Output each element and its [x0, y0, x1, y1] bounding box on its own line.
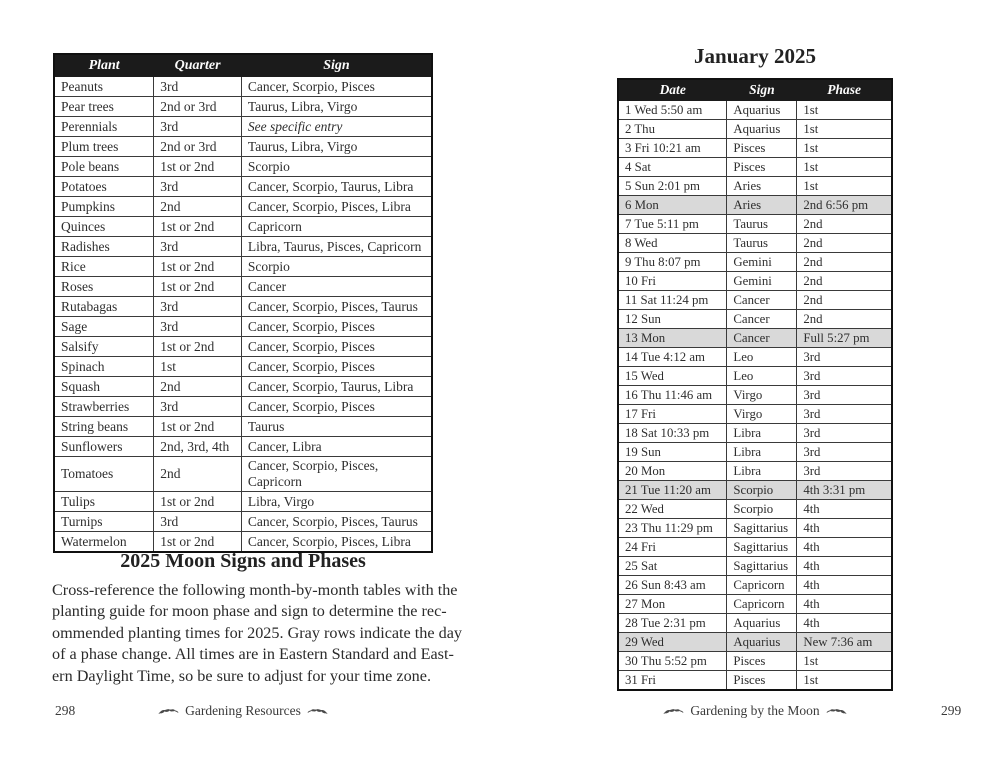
quarter-cell: 2nd or 3rd [154, 137, 242, 157]
sign-cell: Gemini [727, 272, 797, 291]
quarter-cell: 2nd [154, 457, 242, 492]
phase-cell: 1st [797, 120, 892, 139]
sign-cell: Scorpio [241, 157, 432, 177]
plant-cell: Spinach [54, 357, 154, 377]
date-cell: 22 Wed [618, 500, 727, 519]
phase-cell: 3rd [797, 443, 892, 462]
date-cell: 25 Sat [618, 557, 727, 576]
phase-cell: 2nd [797, 310, 892, 329]
planting-row [54, 137, 432, 157]
phase-cell: 2nd 6:56 pm [797, 196, 892, 215]
moon-row [618, 538, 892, 557]
quarter-cell: 2nd [154, 377, 242, 397]
month-title: January 2025 [694, 44, 816, 68]
planting-guide-table [53, 53, 433, 553]
sign-cell: Libra [727, 424, 797, 443]
phase-cell: 4th 3:31 pm [797, 481, 892, 500]
planting-row [54, 492, 432, 512]
phase-cell: 4th [797, 595, 892, 614]
plant-cell: Peanuts [54, 77, 154, 97]
date-cell: 12 Sun [618, 310, 727, 329]
planting-row [54, 197, 432, 217]
phase-cell: 3rd [797, 348, 892, 367]
phase-cell: 3rd [797, 424, 892, 443]
phase-cell: New 7:36 am [797, 633, 892, 652]
moon-row [618, 500, 892, 519]
date-cell: 31 Fri [618, 671, 727, 691]
planting-row [54, 457, 432, 492]
phase-cell: 1st [797, 101, 892, 120]
quarter-cell: 2nd, 3rd, 4th [154, 437, 242, 457]
moon-row [618, 272, 892, 291]
sign-cell: Sagittarius [727, 538, 797, 557]
quarter-cell: 1st or 2nd [154, 532, 242, 553]
planting-row [54, 157, 432, 177]
plant-cell: Radishes [54, 237, 154, 257]
phase-cell: 3rd [797, 367, 892, 386]
plant-cell: Quinces [54, 217, 154, 237]
plant-cell: Potatoes [54, 177, 154, 197]
quarter-cell: 3rd [154, 177, 242, 197]
sign-cell: Aquarius [727, 101, 797, 120]
sign-cell: Aries [727, 177, 797, 196]
sign-cell: Cancer [727, 310, 797, 329]
planting-col-plant: Plant [54, 54, 154, 77]
planting-row [54, 217, 432, 237]
moon-row [618, 310, 892, 329]
plant-cell: Salsify [54, 337, 154, 357]
sign-cell: Cancer, Scorpio, Pisces [241, 317, 432, 337]
fern-ornament-icon [307, 707, 328, 716]
sign-cell: Cancer, Scorpio, Pisces, Taurus [241, 297, 432, 317]
moon-row [618, 101, 892, 120]
sign-cell: Pisces [727, 139, 797, 158]
plant-cell: Sunflowers [54, 437, 154, 457]
date-cell: 1 Wed 5:50 am [618, 101, 727, 120]
moon-row [618, 614, 892, 633]
quarter-cell: 3rd [154, 317, 242, 337]
moon-phase-table [617, 78, 893, 691]
quarter-cell: 3rd [154, 117, 242, 137]
phase-cell: 1st [797, 158, 892, 177]
phase-cell: 4th [797, 500, 892, 519]
sign-cell: Cancer [727, 329, 797, 348]
quarter-cell: 3rd [154, 297, 242, 317]
sign-cell: Taurus, Libra, Virgo [241, 97, 432, 117]
phase-cell: 2nd [797, 253, 892, 272]
sign-cell: Cancer, Scorpio, Taurus, Libra [241, 377, 432, 397]
moon-row [618, 595, 892, 614]
sign-cell: Taurus [727, 234, 797, 253]
moon-row [618, 405, 892, 424]
planting-row [54, 397, 432, 417]
right-footer [617, 703, 962, 719]
intro-line: of a phase change. All times are in Eastern Standard and East- [52, 645, 454, 664]
date-cell: 26 Sun 8:43 am [618, 576, 727, 595]
moon-row [618, 120, 892, 139]
sign-cell: Cancer [241, 277, 432, 297]
running-head-right-label: Gardening by the Moon [690, 703, 820, 718]
planting-row [54, 177, 432, 197]
sign-cell: Capricorn [727, 576, 797, 595]
sign-cell: Virgo [727, 405, 797, 424]
plant-cell: Rice [54, 257, 154, 277]
intro-line: planting guide for moon phase and sign to determine the rec- [52, 602, 447, 621]
phase-cell: 1st [797, 139, 892, 158]
date-cell: 21 Tue 11:20 am [618, 481, 727, 500]
moon-row [618, 367, 892, 386]
moon-row [618, 481, 892, 500]
quarter-cell: 1st or 2nd [154, 337, 242, 357]
quarter-cell: 2nd or 3rd [154, 97, 242, 117]
planting-row [54, 77, 432, 97]
sign-cell: Sagittarius [727, 557, 797, 576]
planting-row [54, 277, 432, 297]
moon-row [618, 234, 892, 253]
date-cell: 16 Thu 11:46 am [618, 386, 727, 405]
intro-line: Cross-reference the following month-by-month tables with the [52, 581, 458, 599]
page-number-left: 298 [55, 703, 76, 718]
moon-table-body [618, 101, 892, 691]
sign-cell: Aquarius [727, 614, 797, 633]
date-cell: 23 Thu 11:29 pm [618, 519, 727, 538]
sign-cell: Gemini [727, 253, 797, 272]
sign-cell: Cancer, Scorpio, Pisces [241, 357, 432, 377]
date-cell: 24 Fri [618, 538, 727, 557]
moon-row [618, 557, 892, 576]
sign-cell: Cancer, Scorpio, Pisces [241, 397, 432, 417]
date-cell: 2 Thu [618, 120, 727, 139]
date-cell: 29 Wed [618, 633, 727, 652]
moon-row [618, 253, 892, 272]
intro-line: ern Daylight Time, so be sure to adjust for your time zone. [52, 666, 431, 685]
section-heading: 2025 Moon Signs and Phases [120, 550, 366, 572]
planting-row [54, 297, 432, 317]
sign-cell: Cancer, Scorpio, Pisces [241, 77, 432, 97]
date-cell: 17 Fri [618, 405, 727, 424]
phase-cell: 3rd [797, 462, 892, 481]
moon-col-date: Date [618, 79, 727, 101]
plant-cell: Pumpkins [54, 197, 154, 217]
moon-col-phase: Phase [797, 79, 892, 101]
phase-cell: 2nd [797, 234, 892, 253]
page-number-right: 299 [941, 703, 962, 718]
sign-cell: Scorpio [241, 257, 432, 277]
moon-row [618, 329, 892, 348]
planting-row [54, 512, 432, 532]
planting-table-body [54, 77, 432, 553]
sign-cell: Aquarius [727, 120, 797, 139]
fern-ornament-icon [826, 707, 847, 716]
sign-cell: Taurus, Libra, Virgo [241, 137, 432, 157]
planting-row [54, 117, 432, 137]
plant-cell: Squash [54, 377, 154, 397]
sign-cell: Sagittarius [727, 519, 797, 538]
date-cell: 4 Sat [618, 158, 727, 177]
planting-row [54, 377, 432, 397]
planting-row [54, 417, 432, 437]
sign-cell: Libra [727, 443, 797, 462]
quarter-cell: 3rd [154, 397, 242, 417]
date-cell: 28 Tue 2:31 pm [618, 614, 727, 633]
sign-cell: Pisces [727, 652, 797, 671]
date-cell: 3 Fri 10:21 am [618, 139, 727, 158]
quarter-cell: 1st or 2nd [154, 157, 242, 177]
sign-cell: Libra [727, 462, 797, 481]
moon-col-sign: Sign [727, 79, 797, 101]
phase-cell: 4th [797, 576, 892, 595]
phase-cell: 3rd [797, 405, 892, 424]
running-head-right [657, 703, 852, 718]
moon-header-row [618, 79, 892, 101]
sign-cell: Pisces [727, 671, 797, 691]
sign-cell: Scorpio [727, 481, 797, 500]
sign-cell: Aquarius [727, 633, 797, 652]
sign-cell: See specific entry [241, 117, 432, 137]
planting-row [54, 357, 432, 377]
date-cell: 14 Tue 4:12 am [618, 348, 727, 367]
date-cell: 18 Sat 10:33 pm [618, 424, 727, 443]
sign-cell: Aries [727, 196, 797, 215]
moon-row [618, 652, 892, 671]
sign-cell: Taurus [241, 417, 432, 437]
quarter-cell: 1st or 2nd [154, 277, 242, 297]
moon-row [618, 139, 892, 158]
phase-cell: 1st [797, 671, 892, 691]
plant-cell: Rutabagas [54, 297, 154, 317]
sign-cell: Cancer, Scorpio, Pisces, Libra [241, 197, 432, 217]
phase-cell: 4th [797, 538, 892, 557]
phase-cell: 4th [797, 614, 892, 633]
sign-cell: Cancer [727, 291, 797, 310]
plant-cell: Sage [54, 317, 154, 337]
moon-row [618, 424, 892, 443]
sign-cell: Taurus [727, 215, 797, 234]
sign-cell: Virgo [727, 386, 797, 405]
moon-row [618, 671, 892, 691]
quarter-cell: 3rd [154, 77, 242, 97]
quarter-cell: 3rd [154, 237, 242, 257]
sign-cell: Capricorn [727, 595, 797, 614]
sign-cell: Libra, Virgo [241, 492, 432, 512]
plant-cell: Watermelon [54, 532, 154, 553]
date-cell: 10 Fri [618, 272, 727, 291]
intro-line: ommended planting times for 2025. Gray rows indicate the day [52, 623, 462, 642]
planting-row [54, 337, 432, 357]
plant-cell: Turnips [54, 512, 154, 532]
sign-cell: Leo [727, 367, 797, 386]
left-footer [53, 703, 433, 719]
running-head-left-label: Gardening Resources [185, 703, 301, 718]
plant-cell: Tomatoes [54, 457, 154, 492]
moon-row [618, 576, 892, 595]
plant-cell: Pole beans [54, 157, 154, 177]
plant-cell: Tulips [54, 492, 154, 512]
phase-cell: 1st [797, 177, 892, 196]
moon-row [618, 215, 892, 234]
date-cell: 27 Mon [618, 595, 727, 614]
quarter-cell: 1st [154, 357, 242, 377]
planting-row [54, 97, 432, 117]
phase-cell: 2nd [797, 215, 892, 234]
quarter-cell: 3rd [154, 512, 242, 532]
quarter-cell: 2nd [154, 197, 242, 217]
phase-cell: 4th [797, 557, 892, 576]
moon-row [618, 462, 892, 481]
date-cell: 6 Mon [618, 196, 727, 215]
moon-row [618, 348, 892, 367]
quarter-cell: 1st or 2nd [154, 257, 242, 277]
sign-cell: Scorpio [727, 500, 797, 519]
sign-cell: Cancer, Scorpio, Pisces, Libra [241, 532, 432, 553]
sign-cell: Cancer, Scorpio, Pisces, Taurus [241, 512, 432, 532]
planting-col-sign: Sign [241, 54, 432, 77]
fern-ornament-icon [158, 707, 179, 716]
quarter-cell: 1st or 2nd [154, 417, 242, 437]
date-cell: 5 Sun 2:01 pm [618, 177, 727, 196]
moon-row [618, 519, 892, 538]
phase-cell: 1st [797, 652, 892, 671]
phase-cell: 2nd [797, 272, 892, 291]
date-cell: 8 Wed [618, 234, 727, 253]
sign-cell: Cancer, Scorpio, Pisces [241, 337, 432, 357]
moon-row [618, 443, 892, 462]
planting-col-quarter: Quarter [154, 54, 242, 77]
phase-cell: Full 5:27 pm [797, 329, 892, 348]
plant-cell: String beans [54, 417, 154, 437]
moon-row [618, 196, 892, 215]
sign-cell: Pisces [727, 158, 797, 177]
moon-row [618, 633, 892, 652]
quarter-cell: 1st or 2nd [154, 217, 242, 237]
planting-row [54, 237, 432, 257]
date-cell: 20 Mon [618, 462, 727, 481]
sign-cell: Leo [727, 348, 797, 367]
planting-row [54, 437, 432, 457]
plant-cell: Pear trees [54, 97, 154, 117]
sign-cell: Libra, Taurus, Pisces, Capricorn [241, 237, 432, 257]
plant-cell: Roses [54, 277, 154, 297]
plant-cell: Perennials [54, 117, 154, 137]
sign-cell: Capricorn [241, 217, 432, 237]
date-cell: 11 Sat 11:24 pm [618, 291, 727, 310]
date-cell: 13 Mon [618, 329, 727, 348]
fern-ornament-icon [663, 707, 684, 716]
phase-cell: 4th [797, 519, 892, 538]
date-cell: 15 Wed [618, 367, 727, 386]
moon-row [618, 158, 892, 177]
quarter-cell: 1st or 2nd [154, 492, 242, 512]
planting-row [54, 257, 432, 277]
sign-cell: Cancer, Scorpio, Taurus, Libra [241, 177, 432, 197]
phase-cell: 3rd [797, 386, 892, 405]
date-cell: 7 Tue 5:11 pm [618, 215, 727, 234]
intro-paragraph [52, 580, 462, 687]
sign-cell: Cancer, Libra [241, 437, 432, 457]
phase-cell: 2nd [797, 291, 892, 310]
running-head-left [152, 703, 334, 718]
sign-cell: Cancer, Scorpio, Pisces, Capricorn [241, 457, 432, 492]
date-cell: 30 Thu 5:52 pm [618, 652, 727, 671]
planting-row [54, 532, 432, 553]
date-cell: 19 Sun [618, 443, 727, 462]
moon-row [618, 177, 892, 196]
moon-row [618, 386, 892, 405]
date-cell: 9 Thu 8:07 pm [618, 253, 727, 272]
moon-row [618, 291, 892, 310]
plant-cell: Plum trees [54, 137, 154, 157]
planting-header-row [54, 54, 432, 77]
plant-cell: Strawberries [54, 397, 154, 417]
planting-row [54, 317, 432, 337]
